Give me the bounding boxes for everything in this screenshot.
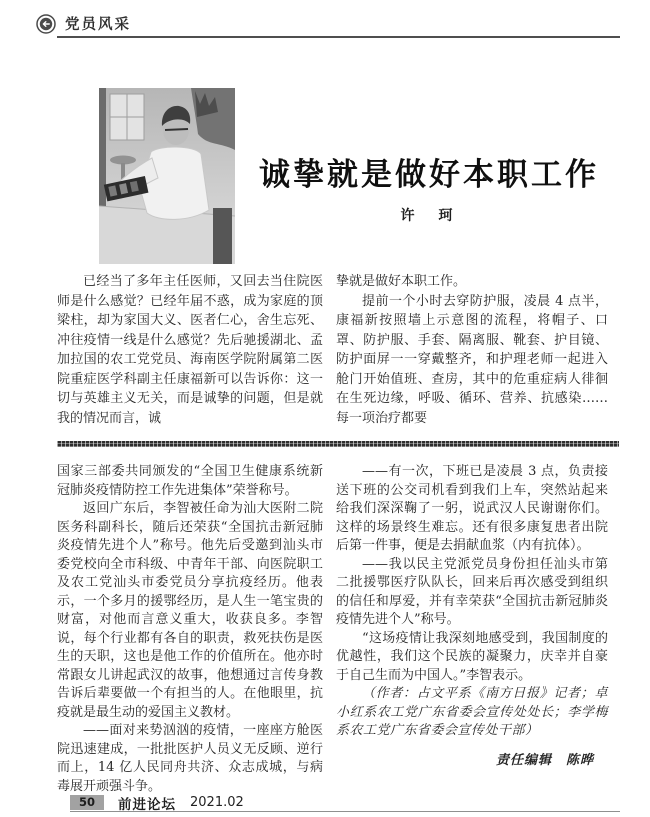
body-paragraph: 提前一个小时去穿防护服，凌晨 4 点半，康福新按照墙上示意图的流程，将帽子、口罩、防护服、手套、隔离服、靴套、护目镜、防护面屏一一穿戴整齐，和护理老师一起进入舱门开始值班、查房，其中的危重症病人徘徊在生死边缘，呼吸、循环、营养、抗感染……每一项治疗都要: [336, 293, 608, 426]
intro-section: [57, 272, 608, 428]
intro-right-column: [336, 272, 608, 428]
doctor-photo: [99, 88, 235, 264]
circled-arrow-icon: [36, 14, 56, 34]
body-section: [57, 463, 608, 796]
body-paragraph: 返回广东后，李智被任命为汕大医附二院医务科副科长，随后还荣获“全国抗击新冠肺炎疫情先进个人”称号。他先后受邀到汕头市委党校向全市科级、中青年干部、向医院职工及农工党汕头市委党员分享抗疫经历。他表示，一个多月的援鄂经历，是人生一笔宝贵的财富，对他而言意义重大，收获良多。李智说，每个行业都有各自的职责，救死扶伤是医生的天职，这也是他工作的价值所在。他亦时常跟女儿讲起武汉的故事，他想通过言传身教告诉后辈要做一个有担当的人。在他眼里，抗疫就是最生动的爱国主义教材。: [57, 501, 323, 720]
body-paragraph: ——有一次，下班已是凌晨 3 点，负责接送下班的公交司机看到我们上车，突然站起来给我们深深鞠了一躬，说武汉人民谢谢你们。这样的场景终生难忘。还有很多康复患者出院后第一件事，便是去捐献血浆（内有抗体）。: [336, 464, 608, 553]
body-paragraph: 挚就是做好本职工作。: [336, 274, 467, 289]
body-paragraph: ——我以民主党派党员身份担任汕头市第二批援鄂医疗队队长，回来后再次感受到组织的信任和厚爱，并有幸荣获“全国抗击新冠肺炎疫情先进个人”称号。: [336, 556, 608, 627]
editor-note: 责任编辑 陈晔: [495, 752, 594, 768]
header-rule: [57, 36, 620, 38]
author-note: （作者：占文平系《南方日报》记者；卓小红系农工党广东省委会宣传处处长；李学梅系农工党广东省委会宣传处干部）: [336, 686, 608, 738]
body-left-column: [57, 463, 323, 796]
article-author: 许 珂: [400, 208, 458, 225]
body-paragraph: 已经当了多年主任医师，又回去当住院医师是什么感觉？已经年届不惑，成为家庭的顶梁柱，却为家国大义、医者仁心，舍生忘死、冲往疫情一线是什么感觉？先后驰援湖北、孟加拉国的农工党党员、海南医学院附属第二医院重症医学科副主任康福新可以告诉你：这一切与英雄主义无关，而是诚挚的问题，但是就我的情况而言，诚: [57, 274, 323, 426]
article-title: 诚挚就是做好本职工作: [259, 157, 599, 193]
body-right-column: [336, 463, 608, 796]
section-label: 党员风采: [65, 17, 131, 33]
journal-title: 前进论坛: [118, 796, 176, 813]
issue-date: 2021.02: [190, 795, 244, 810]
page-number-badge: 50: [70, 795, 104, 810]
section-header: [36, 13, 131, 34]
body-paragraph: ——面对来势汹汹的疫情，一座座方舱医院迅速建成，一批批医护人员义无反顾、逆行而上，14 亿人民同舟共济、众志成城，与病毒展开顽强斗争。: [57, 723, 323, 794]
section-divider: [57, 441, 619, 447]
body-paragraph: 国家三部委共同颁发的“全国卫生健康系统新冠肺炎疫情防控工作先进集体”荣誉称号。: [57, 464, 323, 498]
body-paragraph: “这场疫情让我深刻地感受到，我国制度的优越性，我们这个民族的凝聚力，庆幸并自豪于自己生而为中国人。”李智表示。: [336, 630, 608, 683]
footer: [70, 794, 620, 812]
title-block: [238, 158, 620, 225]
intro-left-column: [57, 272, 323, 428]
